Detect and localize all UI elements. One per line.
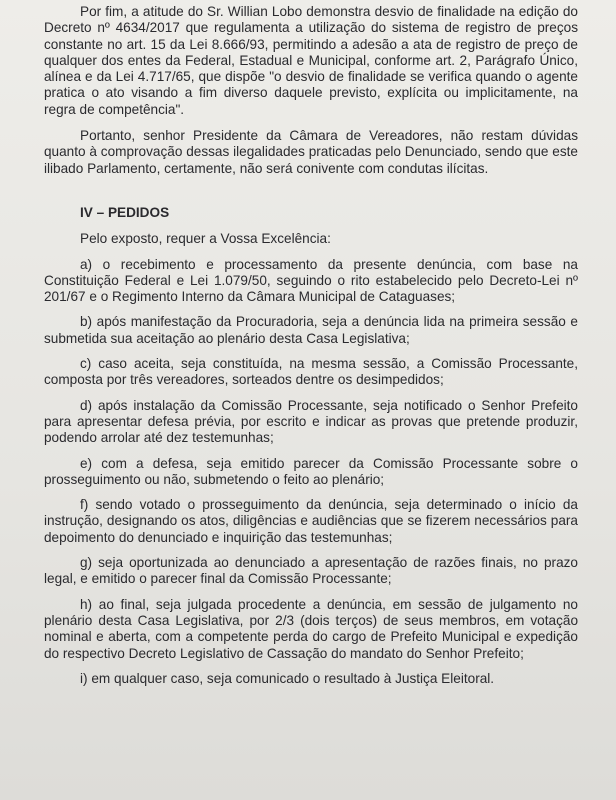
request-item-g: g) seja oportunizada ao denunciado a apresentação de razões finais, no prazo legal, e emitido o parecer final da Comissão Processante; — [44, 555, 578, 587]
request-item-h: h) ao final, seja julgada procedente a denúncia, em sessão de julgamento no plenário desta Casa Legislativa, por 2/3 (dois terços) de seus membros, em votação nominal e aberta, com a competente perda do cargo de Prefeito Municipal e expedição do respectivo Decreto Legislativo de Cassação do mandato do Senhor Prefeito; — [44, 596, 578, 661]
request-item-c: c) caso aceita, seja constituída, na mesma sessão, a Comissão Processante, composta por três vereadores, sorteados dentre os desimpedidos; — [44, 356, 578, 388]
section-heading: IV – PEDIDOS — [80, 204, 170, 220]
request-item-f: f) sendo votado o prosseguimento da denúncia, seja determinado o início da instrução, designando os atos, diligências e audiências que se fizerem necessários para depoimento do denunciado e inquirição das testemunhas; — [44, 497, 578, 545]
request-item-a: a) o recebimento e processamento da presente denúncia, com base na Constituição Federal e Lei 1.079/50, seguindo o rito estabelecido pelo Decreto-Lei nº 201/67 e o Regimento Interno da Câmara Municipal de Cataguases; — [44, 256, 578, 305]
requests-lead: Pelo exposto, requer a Vossa Excelência: — [80, 231, 331, 247]
intro-paragraph-1: Por fim, a atitude do Sr. Willian Lobo demonstra desvio de finalidade na edição do Decreto nº 4634/2017 que regulamenta a utilização do sistema de registro de preços constante no art. 15 da Lei 8.666/93, permitindo a adesão a ata de registro de preço de qualquer dos entes da Federal, Estadual e Municipal, conforme art. 2, Parágrafo Único, alínea e da Lei 4.717/65, que dispõe "o desvio de finalidade se verifica quando o agente pratica o ato visando a fim diverso daquele previsto, explícita ou implicitamente, na regra de competência". — [44, 4, 578, 117]
request-item-i: i) em qualquer caso, seja comunicado o resultado à Justiça Eleitoral. — [80, 670, 495, 686]
request-item-b: b) após manifestação da Procuradoria, seja a denúncia lida na primeira sessão e submetida sua aceitação ao plenário desta Casa Legislativa; — [44, 314, 578, 346]
requests-list — [44, 257, 578, 688]
intro-paragraph-2: Portanto, senhor Presidente da Câmara de Vereadores, não restam dúvidas quanto à comprovação dessas ilegalidades praticadas pelo Denunciado, sendo que este ilibado Parlamento, certamente, não será conivente com condutas ilícitas. — [44, 128, 578, 176]
request-item-e: e) com a defesa, seja emitido parecer da Comissão Processante sobre o prosseguimento ou não, submetendo o feito ao plenário; — [44, 455, 578, 487]
request-item-d: d) após instalação da Comissão Processante, seja notificado o Senhor Prefeito para apresentar defesa prévia, por escrito e indicar as provas que pretende produzir, podendo arrolar até dez testemunhas; — [44, 397, 578, 446]
